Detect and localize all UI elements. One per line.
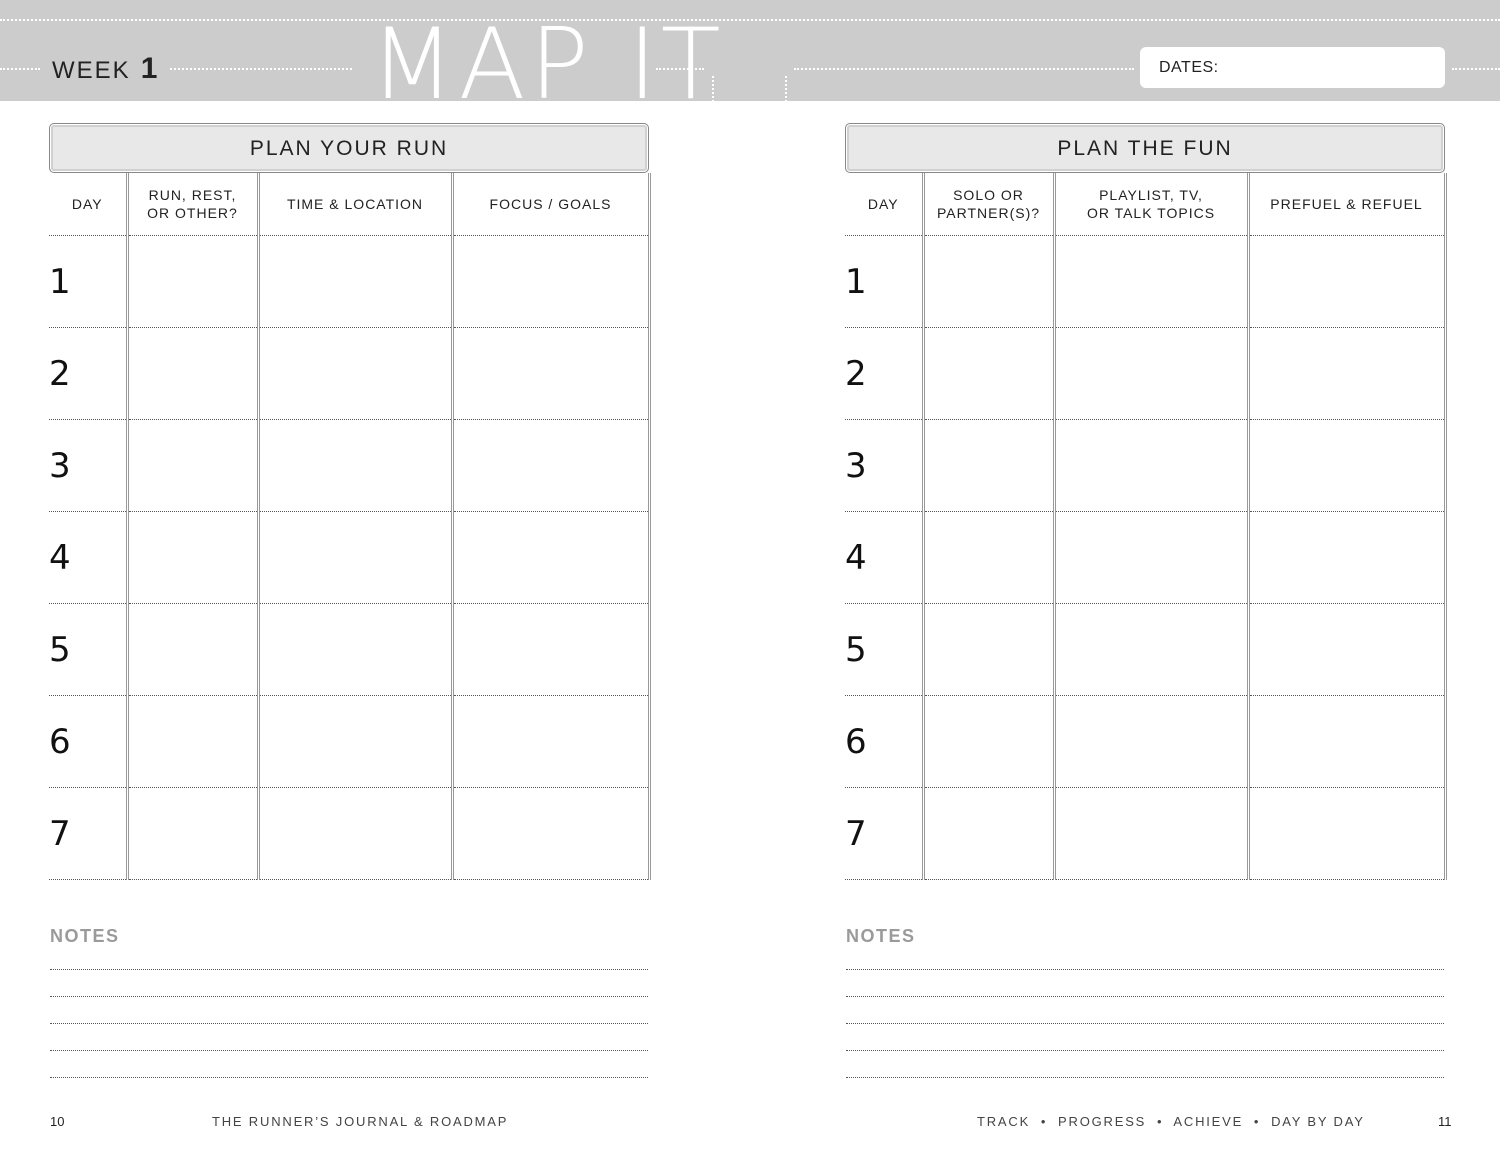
table-cell[interactable] [258, 604, 452, 696]
table-cell[interactable] [127, 512, 258, 604]
week-number: 1 [140, 52, 158, 85]
table-row [49, 512, 649, 604]
column-header: TIME & LOCATION [258, 173, 452, 236]
table-cell[interactable] [127, 604, 258, 696]
table-cell[interactable] [1054, 604, 1248, 696]
table-cell[interactable] [1248, 420, 1445, 512]
table-row [845, 604, 1445, 696]
notes-label: NOTES [846, 926, 916, 946]
table-row [49, 236, 649, 328]
plan-the-fun-panel [845, 123, 1445, 880]
column-header: SOLO OR PARTNER(S)? [923, 173, 1054, 236]
notes-section-left [50, 926, 648, 1078]
book-title-footer: THE RUNNER’S JOURNAL & ROADMAP [212, 1114, 509, 1129]
table-cell[interactable] [452, 512, 649, 604]
day-number: 3 [845, 420, 923, 512]
table-row [49, 696, 649, 788]
table-cell[interactable] [1054, 420, 1248, 512]
dotted-rule [1452, 68, 1500, 70]
table-cell[interactable] [452, 696, 649, 788]
day-number: 4 [49, 512, 127, 604]
table-cell[interactable] [258, 512, 452, 604]
table-cell[interactable] [1054, 328, 1248, 420]
col-label: RUN, REST, OR OTHER? [147, 187, 238, 221]
table-cell[interactable] [127, 696, 258, 788]
table-cell[interactable] [258, 236, 452, 328]
table-row [845, 328, 1445, 420]
notes-line[interactable] [50, 997, 648, 1024]
table-cell[interactable] [258, 696, 452, 788]
table-cell[interactable] [452, 788, 649, 880]
day-number: 2 [49, 328, 127, 420]
table-cell[interactable] [127, 420, 258, 512]
table-row [49, 788, 649, 880]
table-cell[interactable] [1054, 696, 1248, 788]
column-header: PREFUEL & REFUEL [1248, 173, 1445, 236]
plan-the-fun-table [845, 173, 1447, 880]
column-header: FOCUS / GOALS [452, 173, 649, 236]
plan-your-run-panel [49, 123, 649, 880]
table-cell[interactable] [923, 420, 1054, 512]
table-row [845, 236, 1445, 328]
table-cell[interactable] [1054, 788, 1248, 880]
day-number: 2 [845, 328, 923, 420]
table-header-row [49, 173, 649, 236]
table-cell[interactable] [452, 236, 649, 328]
dotted-rule [794, 68, 1134, 70]
day-number: 1 [49, 236, 127, 328]
table-cell[interactable] [1248, 788, 1445, 880]
tagline-footer: TRACK • PROGRESS • ACHIEVE • DAY BY DAY [977, 1114, 1365, 1129]
table-cell[interactable] [1054, 236, 1248, 328]
notes-line[interactable] [846, 946, 1444, 970]
column-header: PLAYLIST, TV, OR TALK TOPICS [1054, 173, 1248, 236]
notes-line[interactable] [846, 1051, 1444, 1078]
day-number: 3 [49, 420, 127, 512]
notes-line[interactable] [846, 970, 1444, 997]
week-heading [52, 52, 157, 86]
day-number: 7 [845, 788, 923, 880]
table-row [845, 696, 1445, 788]
table-cell[interactable] [127, 788, 258, 880]
dotted-rule-top [0, 19, 1500, 21]
header-band [0, 0, 1500, 101]
panel-title: PLAN THE FUN [845, 123, 1445, 173]
day-number: 5 [49, 604, 127, 696]
table-cell[interactable] [923, 788, 1054, 880]
week-label: WEEK [52, 57, 131, 84]
table-cell[interactable] [127, 328, 258, 420]
table-row [845, 512, 1445, 604]
table-cell[interactable] [923, 512, 1054, 604]
column-header [127, 173, 258, 236]
notes-line[interactable] [846, 1024, 1444, 1051]
column-header: DAY [49, 173, 127, 236]
table-cell[interactable] [923, 604, 1054, 696]
table-cell[interactable] [1248, 236, 1445, 328]
table-row [49, 604, 649, 696]
table-cell[interactable] [258, 420, 452, 512]
table-cell[interactable] [258, 788, 452, 880]
day-number: 4 [845, 512, 923, 604]
table-cell[interactable] [452, 420, 649, 512]
table-cell[interactable] [923, 328, 1054, 420]
notes-line[interactable] [50, 970, 648, 997]
table-cell[interactable] [127, 236, 258, 328]
dotted-rule [785, 76, 787, 101]
day-number: 5 [845, 604, 923, 696]
notes-line[interactable] [50, 1024, 648, 1051]
notes-label: NOTES [50, 926, 120, 946]
table-cell[interactable] [1248, 328, 1445, 420]
day-number: 6 [845, 696, 923, 788]
column-header: DAY [845, 173, 923, 236]
panel-title: PLAN YOUR RUN [49, 123, 649, 173]
plan-your-run-table [49, 173, 651, 880]
day-number: 6 [49, 696, 127, 788]
table-cell[interactable] [1248, 696, 1445, 788]
day-number: 1 [845, 236, 923, 328]
day-number: 7 [49, 788, 127, 880]
table-cell[interactable] [1054, 512, 1248, 604]
table-cell[interactable] [452, 328, 649, 420]
table-cell[interactable] [1248, 512, 1445, 604]
dates-label: DATES: [1159, 59, 1219, 76]
table-cell[interactable] [923, 696, 1054, 788]
notes-line[interactable] [846, 997, 1444, 1024]
table-cell[interactable] [923, 236, 1054, 328]
table-cell[interactable] [452, 604, 649, 696]
table-header-row [845, 173, 1445, 236]
dates-field[interactable] [1140, 47, 1445, 88]
notes-line[interactable] [50, 1051, 648, 1078]
table-row [845, 788, 1445, 880]
page-number-left: 10 [50, 1114, 65, 1129]
table-row [49, 328, 649, 420]
notes-line[interactable] [50, 946, 648, 970]
table-cell[interactable] [258, 328, 452, 420]
page-title: MAP IT [370, 8, 725, 101]
table-row [49, 420, 649, 512]
dotted-rule [170, 68, 352, 70]
table-cell[interactable] [1248, 604, 1445, 696]
dotted-rule [0, 68, 40, 70]
page-number-right: 11 [1438, 1114, 1452, 1129]
table-row [845, 420, 1445, 512]
notes-section-right [846, 926, 1444, 1078]
